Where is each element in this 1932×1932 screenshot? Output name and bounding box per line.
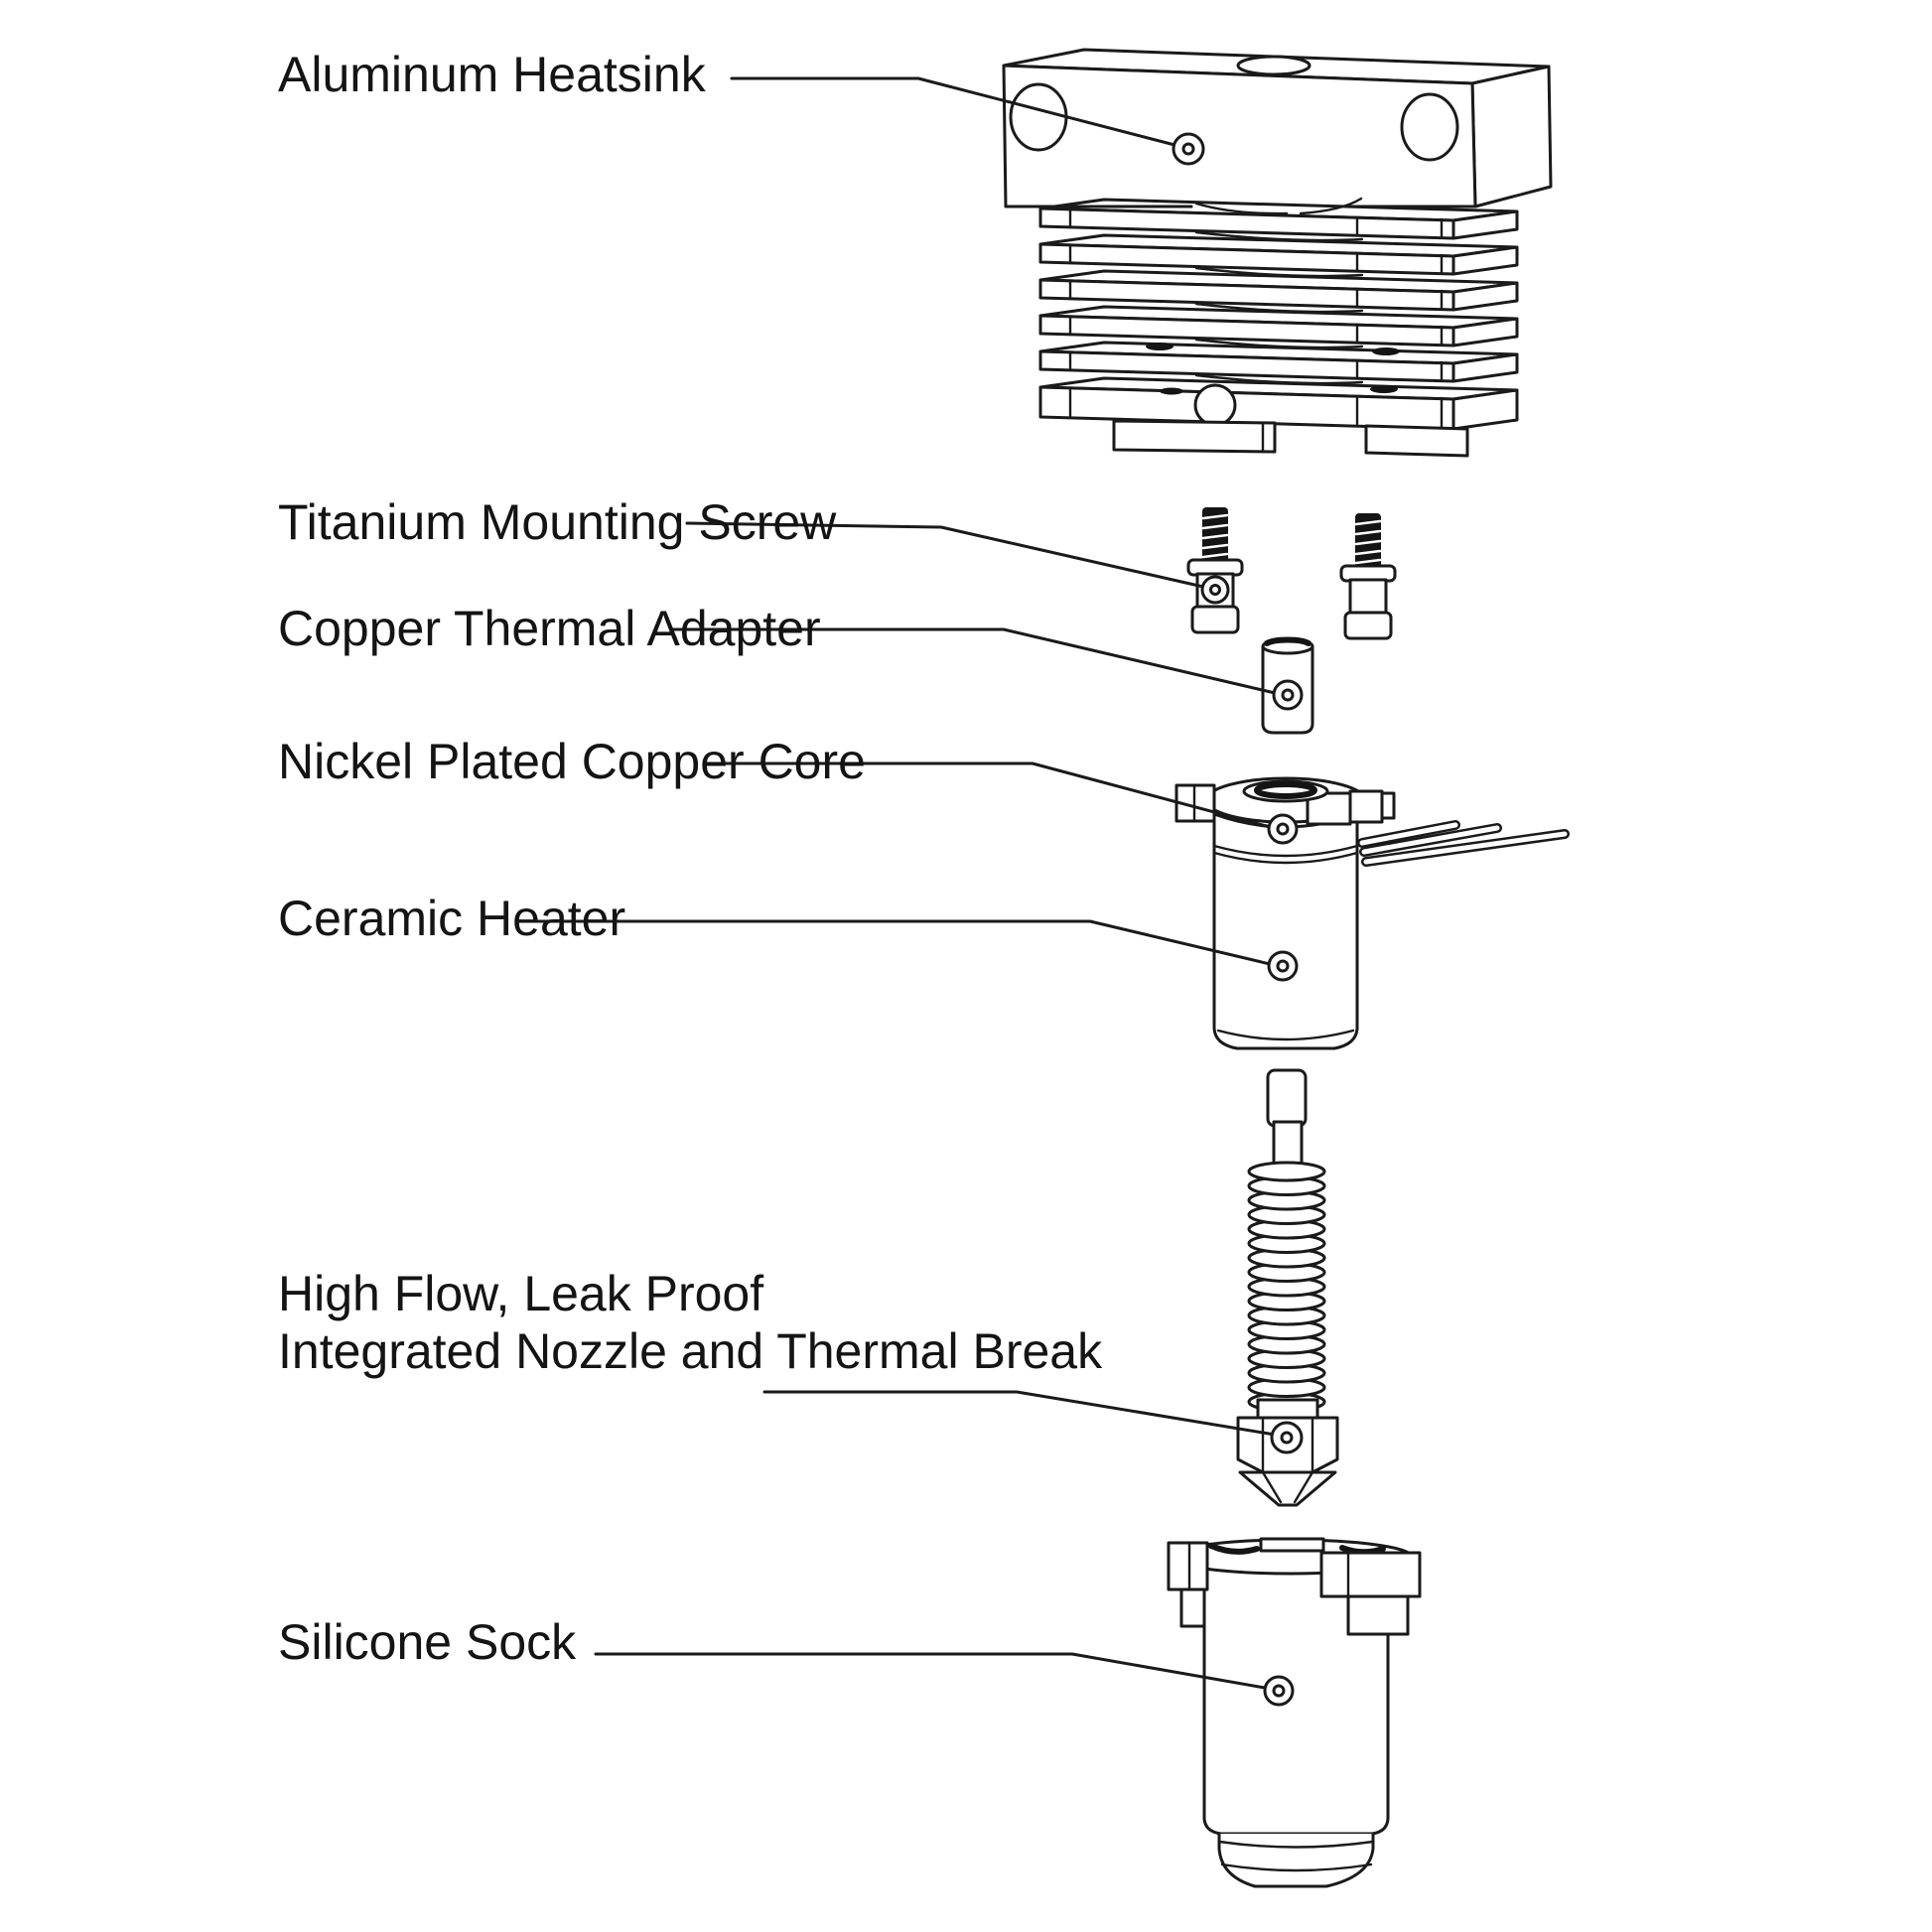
block-hole-top — [1238, 57, 1310, 74]
callout-marker-copper-core — [1269, 815, 1297, 843]
label-nozzle-line2: Integrated Nozzle and Thermal Break — [278, 1323, 1103, 1379]
labels — [278, 47, 1103, 1670]
mounting-screw-left — [1188, 507, 1242, 632]
block-hole-right — [1402, 94, 1457, 160]
label-copper-thermal-adapter: Copper Thermal Adapter — [278, 601, 821, 656]
leader-ceramic-heater — [531, 921, 1270, 964]
callout-marker-mounting-screw — [1202, 577, 1228, 603]
label-nickel-plated-copper-core: Nickel Plated Copper Core — [278, 734, 866, 789]
heatsink-drawing — [1004, 50, 1551, 456]
label-titanium-mounting-screw: Titanium Mounting Screw — [278, 494, 837, 550]
leader-nozzle — [764, 1392, 1275, 1435]
callout-marker-silicone-sock — [1265, 1677, 1293, 1705]
callout-marker-nozzle — [1272, 1423, 1302, 1452]
label-ceramic-heater: Ceramic Heater — [278, 891, 626, 946]
leader-silicone-sock — [596, 1654, 1265, 1688]
silicone-sock-drawing — [1169, 1539, 1420, 1886]
mounting-screw-right — [1341, 513, 1395, 638]
mounting-screws-drawing — [1188, 507, 1395, 638]
heatsink-fins — [1040, 200, 1517, 456]
label-silicone-sock: Silicone Sock — [278, 1614, 577, 1670]
callout-marker-heatsink — [1173, 134, 1203, 164]
nozzle-threads — [1249, 1163, 1324, 1411]
callout-marker-thermal-adapter — [1274, 681, 1302, 709]
block-hole-left — [1011, 84, 1066, 150]
label-aluminum-heatsink: Aluminum Heatsink — [278, 47, 706, 102]
label-nozzle-line1: High Flow, Leak Proof — [278, 1266, 764, 1321]
callout-marker-ceramic-heater — [1269, 952, 1297, 980]
heater-wires — [1362, 825, 1565, 862]
